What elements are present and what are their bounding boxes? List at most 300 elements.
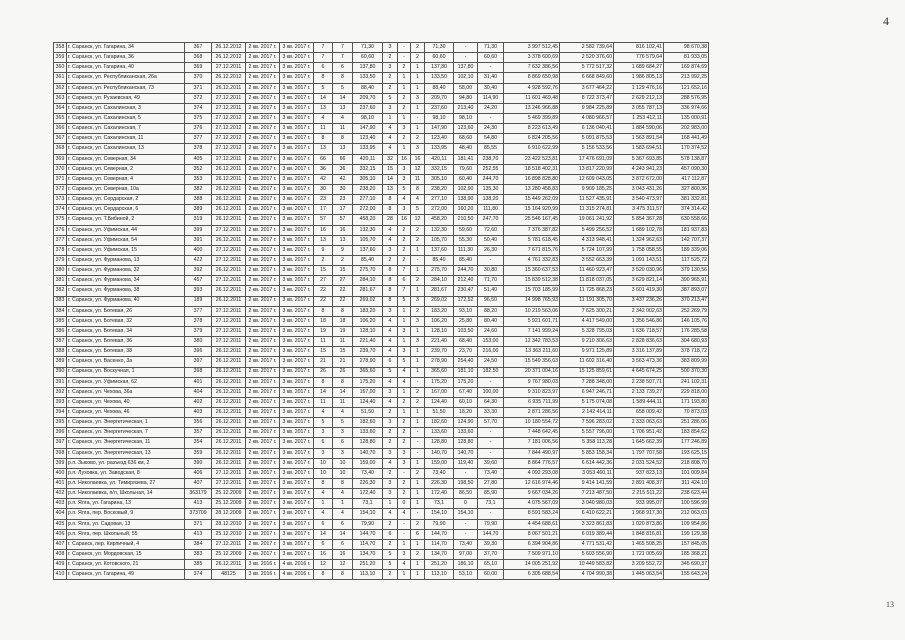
document-number-cell: 368 xyxy=(185,53,212,63)
region-cost-cell: 1 583 694,51 xyxy=(614,144,664,154)
area-relocated-cell: 175,20 xyxy=(425,377,454,387)
document-date-cell: 26.12.2011 xyxy=(212,387,246,397)
fund-cost-cell: 2 142 414,11 xyxy=(560,408,614,418)
address-cell: г. Саранск, ул. Рузаевская, 49 xyxy=(67,93,185,103)
total-cost-cell: 13 246 966,88 xyxy=(504,103,560,113)
residents-relocated-cell: 17 xyxy=(333,205,353,215)
planned-start-cell: 2 кв. 2017 г. xyxy=(246,458,280,468)
planned-end-cell: 4 кв. 2016 г. xyxy=(280,570,314,580)
area-private-cell: 254,40 xyxy=(454,357,478,367)
region-cost-cell: 933 995,07 xyxy=(614,499,664,509)
address-cell: г. Саранск, ул. Республиканская, 73 xyxy=(67,83,185,93)
rooms-municipal-cell: 1 xyxy=(411,418,425,428)
total-area-cell: 365,60 xyxy=(353,367,383,377)
planned-start-cell: 2 кв. 2017 г. xyxy=(246,337,280,347)
area-municipal-cell: 50,40 xyxy=(478,235,504,245)
document-number-cell: 363179 xyxy=(185,489,212,499)
address-cell: г. Саранск, ул. Фурманова, 13 xyxy=(67,255,185,265)
side-margin-mark: 13 xyxy=(886,600,894,609)
residents-relocated-cell: 13 xyxy=(333,103,353,113)
address-cell: г. Саранск, ул. Сахалинская, 13 xyxy=(67,144,185,154)
region-cost-cell: 3 209 552,72 xyxy=(614,560,664,570)
area-private-cell: 210,50 xyxy=(454,215,478,225)
residents-cell: 7 xyxy=(314,53,333,63)
document-number-cell: 402 xyxy=(185,397,212,407)
residents-cell: 4 xyxy=(314,489,333,499)
address-cell: г. Саранск, ул. Ботевая, 36 xyxy=(67,337,185,347)
region-cost-cell: 1 645 662,39 xyxy=(614,438,664,448)
rooms-municipal-cell: - xyxy=(411,509,425,519)
municipal-cost-cell: 199 129,38 xyxy=(664,529,709,539)
rooms-owned-cell: 4 xyxy=(398,195,411,205)
row-number-cell: 379 xyxy=(54,255,67,265)
table-row xyxy=(54,570,709,580)
rooms-total-cell: 28 xyxy=(383,215,398,225)
fund-cost-cell: 3 053 460,11 xyxy=(560,468,614,478)
address-cell: г. Саранск, ул. Чехова, 40 xyxy=(67,397,185,407)
table-row xyxy=(54,63,709,73)
total-cost-cell: 15 164 920,99 xyxy=(504,205,560,215)
total-area-cell: 159,00 xyxy=(353,458,383,468)
area-private-cell: 119,40 xyxy=(454,458,478,468)
rooms-municipal-cell: 12 xyxy=(411,164,425,174)
total-area-cell: 106,20 xyxy=(353,316,383,326)
residents-relocated-cell: 19 xyxy=(333,326,353,336)
fund-cost-cell: 5 557 796,00 xyxy=(560,428,614,438)
area-private-cell: - xyxy=(454,529,478,539)
area-municipal-cell: 64,30 xyxy=(478,397,504,407)
area-relocated-cell: 132,30 xyxy=(425,225,454,235)
document-date-cell: 27.12.2011 xyxy=(212,306,246,316)
municipal-cost-cell: 121 652,16 xyxy=(664,83,709,93)
rooms-owned-cell: 2 xyxy=(398,418,411,428)
area-relocated-cell: 147,90 xyxy=(425,124,454,134)
total-area-cell: 124,40 xyxy=(353,397,383,407)
total-cost-cell: 25 546 167,45 xyxy=(504,215,560,225)
municipal-cost-cell: 170 374,52 xyxy=(664,144,709,154)
planned-start-cell: 2 кв. 2017 г. xyxy=(246,266,280,276)
rooms-owned-cell: 16 xyxy=(398,154,411,164)
table-row xyxy=(54,539,709,549)
planned-start-cell: 2 кв. 2017 г. xyxy=(246,529,280,539)
row-number-cell: 398 xyxy=(54,448,67,458)
address-cell: г. Саранск, ул. Фурманова, 34 xyxy=(67,276,185,286)
document-date-cell: 27.12.2011 xyxy=(212,468,246,478)
planned-end-cell: 3 кв. 2017 г. xyxy=(280,316,314,326)
area-municipal-cell: 85,55 xyxy=(478,144,504,154)
rooms-total-cell: 3 xyxy=(383,448,398,458)
region-cost-cell: 1 636 718,57 xyxy=(614,326,664,336)
row-number-cell: 374 xyxy=(54,205,67,215)
table-row xyxy=(54,255,709,265)
rooms-owned-cell: 1 xyxy=(398,337,411,347)
address-cell: г. Саранск, ул. Сахалинская, 5 xyxy=(67,113,185,123)
total-cost-cell: 15 703 185,99 xyxy=(504,286,560,296)
document-date-cell: 26.12.2012 xyxy=(212,73,246,83)
region-cost-cell: 3 475 311,57 xyxy=(614,205,664,215)
address-cell: г. Саранск, ул. Уфимская, 54 xyxy=(67,235,185,245)
total-area-cell: 458,20 xyxy=(353,215,383,225)
rooms-municipal-cell: - xyxy=(411,448,425,458)
rooms-owned-cell: 4 xyxy=(398,509,411,519)
area-municipal-cell: 30,80 xyxy=(478,266,504,276)
address-cell: г. Саранск, ул. Васенко, 3а xyxy=(67,357,185,367)
municipal-cost-cell: 417 112,87 xyxy=(664,174,709,184)
rooms-municipal-cell: 2 xyxy=(411,53,425,63)
residents-cell: 57 xyxy=(314,215,333,225)
rooms-total-cell: 3 xyxy=(383,63,398,73)
area-private-cell: 86,50 xyxy=(454,489,478,499)
residents-cell: 8 xyxy=(314,570,333,580)
row-number-cell: 395 xyxy=(54,418,67,428)
row-number-cell: 406 xyxy=(54,529,67,539)
table-row xyxy=(54,448,709,458)
table-row xyxy=(54,93,709,103)
fund-cost-cell: 9 909 185,25 xyxy=(560,184,614,194)
address-cell: г. Саранск, ул. Сердарская, 2 xyxy=(67,195,185,205)
row-number-cell: 388 xyxy=(54,347,67,357)
residents-relocated-cell: 8 xyxy=(333,570,353,580)
rooms-municipal-cell: 1 xyxy=(411,560,425,570)
residents-relocated-cell: 12 xyxy=(333,560,353,570)
planned-end-cell: 3 кв. 2017 г. xyxy=(280,337,314,347)
area-municipal-cell: 114,90 xyxy=(478,93,504,103)
row-number-cell: 397 xyxy=(54,438,67,448)
planned-end-cell: 3 кв. 2017 г. xyxy=(280,53,314,63)
fund-cost-cell: 3 040 980,03 xyxy=(560,499,614,509)
rooms-municipal-cell: 3 xyxy=(411,296,425,306)
table-row xyxy=(54,286,709,296)
planned-start-cell: 3 кв. 2016 г. xyxy=(246,570,280,580)
rooms-total-cell: 5 xyxy=(383,560,398,570)
table-row xyxy=(54,144,709,154)
row-number-cell: 367 xyxy=(54,134,67,144)
rooms-owned-cell: 1 xyxy=(398,408,411,418)
planned-end-cell: 3 кв. 2017 г. xyxy=(280,43,314,53)
table-row xyxy=(54,184,709,194)
planned-start-cell: 2 кв. 2017 г. xyxy=(246,387,280,397)
table-row xyxy=(54,519,709,529)
area-relocated-cell: 272,00 xyxy=(425,205,454,215)
fund-cost-cell: 11 818 037,05 xyxy=(560,276,614,286)
row-number-cell: 392 xyxy=(54,387,67,397)
residents-relocated-cell: 4 xyxy=(333,489,353,499)
rooms-owned-cell: 2 xyxy=(398,489,411,499)
municipal-cost-cell: 229 818,00 xyxy=(664,387,709,397)
area-private-cell: 123,60 xyxy=(454,124,478,134)
rooms-municipal-cell: - xyxy=(411,428,425,438)
planned-end-cell: 3 кв. 2017 г. xyxy=(280,154,314,164)
area-municipal-cell: 60,60 xyxy=(478,53,504,63)
area-municipal-cell: 73,40 xyxy=(478,468,504,478)
fund-cost-cell: 13 817 220,99 xyxy=(560,164,614,174)
document-number-cell: 399 xyxy=(185,225,212,235)
rooms-total-cell: 4 xyxy=(383,134,398,144)
document-date-cell: 27.12.2011 xyxy=(212,103,246,113)
address-cell: г. Саранск, ул. Энергетическая, 13 xyxy=(67,448,185,458)
row-number-cell: 371 xyxy=(54,174,67,184)
residents-cell: 14 xyxy=(314,529,333,539)
row-number-cell: 365 xyxy=(54,113,67,123)
total-cost-cell: 5 781 618,45 xyxy=(504,235,560,245)
area-municipal-cell: 244,70 xyxy=(478,174,504,184)
residents-cell: 66 xyxy=(314,154,333,164)
area-private-cell: 102,90 xyxy=(454,184,478,194)
area-private-cell: 154,10 xyxy=(454,509,478,519)
area-relocated-cell: 172,40 xyxy=(425,489,454,499)
area-relocated-cell: 88,40 xyxy=(425,83,454,93)
residents-relocated-cell: 4 xyxy=(333,509,353,519)
fund-cost-cell: 4 417 549,00 xyxy=(560,316,614,326)
residents-cell: 30 xyxy=(314,184,333,194)
total-cost-cell: 6 824 205,56 xyxy=(504,134,560,144)
fund-cost-cell: 4 704 990,38 xyxy=(560,570,614,580)
planned-end-cell: 3 кв. 2017 г. xyxy=(280,529,314,539)
municipal-cost-cell: 345 690,37 xyxy=(664,560,709,570)
residents-relocated-cell: 7 xyxy=(333,53,353,63)
rooms-municipal-cell: 1 xyxy=(411,124,425,134)
rooms-owned-cell: 0 xyxy=(398,499,411,509)
region-cost-cell: 1 721 005,69 xyxy=(614,550,664,560)
total-cost-cell: 12 616 974,46 xyxy=(504,479,560,489)
rooms-owned-cell: 4 xyxy=(398,560,411,570)
row-number-cell: 409 xyxy=(54,560,67,570)
planned-start-cell: 2 кв. 2017 г. xyxy=(246,174,280,184)
area-municipal-cell: - xyxy=(478,448,504,458)
document-date-cell: 27.12.2011 xyxy=(212,245,246,255)
document-date-cell: 26.12.2011 xyxy=(212,408,246,418)
municipal-cost-cell: 155 643,24 xyxy=(664,570,709,580)
rooms-municipal-cell: 1 xyxy=(411,73,425,83)
municipal-cost-cell: 193 625,15 xyxy=(664,448,709,458)
document-number-cell: 377 xyxy=(185,306,212,316)
address-cell: р.п. Николаевка, п/л, Школьная, 14 xyxy=(67,489,185,499)
total-cost-cell: 2 871 286,56 xyxy=(504,408,560,418)
region-cost-cell: 5 854 367,28 xyxy=(614,215,664,225)
total-cost-cell: 10 219 563,06 xyxy=(504,306,560,316)
region-cost-cell: 2 215 511,22 xyxy=(614,489,664,499)
area-municipal-cell: 30,40 xyxy=(478,83,504,93)
planned-start-cell: 2 кв. 2017 г. xyxy=(246,195,280,205)
document-date-cell: 26.12.2012 xyxy=(212,43,246,53)
region-cost-cell: 3 629 821,14 xyxy=(614,276,664,286)
planned-end-cell: 3 кв. 2017 г. xyxy=(280,499,314,509)
rooms-owned-cell: 5 xyxy=(398,184,411,194)
residents-cell: 15 xyxy=(314,266,333,276)
address-cell: р.п. Ялга, пер. Восковый, 9 xyxy=(67,509,185,519)
planned-start-cell: 2 кв. 2017 г. xyxy=(246,245,280,255)
document-date-cell: 26.12.2011 xyxy=(212,428,246,438)
total-cost-cell: 9 767 980,03 xyxy=(504,377,560,387)
document-date-cell: 27.12.2011 xyxy=(212,316,246,326)
document-date-cell: 27.12.2011 xyxy=(212,225,246,235)
planned-end-cell: 3 кв. 2017 г. xyxy=(280,93,314,103)
municipal-cost-cell: 336 974,66 xyxy=(664,103,709,113)
residents-cell: 6 xyxy=(314,519,333,529)
row-number-cell: 364 xyxy=(54,103,67,113)
area-relocated-cell: 365,60 xyxy=(425,367,454,377)
planned-end-cell: 3 кв. 2017 г. xyxy=(280,509,314,519)
residents-relocated-cell: 10 xyxy=(333,468,353,478)
planned-start-cell: 3 кв. 2016 г. xyxy=(246,560,280,570)
rooms-total-cell: 1 xyxy=(383,499,398,509)
document-number-cell: 189 xyxy=(185,296,212,306)
municipal-cost-cell: 374 314,42 xyxy=(664,205,709,215)
planned-end-cell: 3 кв. 2017 г. xyxy=(280,539,314,549)
rooms-municipal-cell: 3 xyxy=(411,93,425,103)
area-relocated-cell: 237,60 xyxy=(425,103,454,113)
rooms-municipal-cell: 2 xyxy=(411,235,425,245)
area-private-cell: 97,00 xyxy=(454,550,478,560)
area-private-cell: - xyxy=(454,519,478,529)
total-area-cell: 128,10 xyxy=(353,326,383,336)
document-date-cell: 26.12.2011 xyxy=(212,438,246,448)
address-cell: г. Саранск, ул. Уфимская, 15 xyxy=(67,245,185,255)
residents-cell: 10 xyxy=(314,458,333,468)
area-relocated-cell: 140,70 xyxy=(425,448,454,458)
rooms-total-cell: 4 xyxy=(383,347,398,357)
total-cost-cell: 6 910 622,99 xyxy=(504,144,560,154)
municipal-cost-cell: 109 954,86 xyxy=(664,519,709,529)
row-number-cell: 394 xyxy=(54,408,67,418)
area-municipal-cell: 80,40 xyxy=(478,316,504,326)
area-municipal-cell: - xyxy=(478,509,504,519)
rooms-owned-cell: - xyxy=(398,53,411,63)
address-cell: г. Саранск, ул. Уфимская, 62 xyxy=(67,377,185,387)
row-number-cell: 384 xyxy=(54,306,67,316)
address-cell: г. Саранск, ул. Северная, 2 xyxy=(67,164,185,174)
area-municipal-cell: 238,70 xyxy=(478,154,504,164)
total-area-cell: 60,60 xyxy=(353,53,383,63)
residents-cell: 15 xyxy=(314,347,333,357)
residents-cell: 4 xyxy=(314,113,333,123)
region-cost-cell: 1 589 444,11 xyxy=(614,397,664,407)
document-date-cell: 26.12.2011 xyxy=(212,286,246,296)
residents-relocated-cell: 4 xyxy=(333,408,353,418)
fund-cost-cell: 8 722 373,47 xyxy=(560,93,614,103)
row-number-cell: 396 xyxy=(54,428,67,438)
total-area-cell: 144,70 xyxy=(353,529,383,539)
area-municipal-cell: 60,00 xyxy=(478,570,504,580)
region-cost-cell: 1 445 063,54 xyxy=(614,570,664,580)
table-row xyxy=(54,235,709,245)
residents-relocated-cell: 8 xyxy=(333,134,353,144)
planned-end-cell: 3 кв. 2017 г. xyxy=(280,296,314,306)
planned-start-cell: 2 кв. 2017 г. xyxy=(246,418,280,428)
planned-end-cell: 3 кв. 2017 г. xyxy=(280,326,314,336)
area-municipal-cell: 27,80 xyxy=(478,479,504,489)
table-row xyxy=(54,337,709,347)
total-cost-cell: 13 280 458,83 xyxy=(504,184,560,194)
total-area-cell: 332,15 xyxy=(353,164,383,174)
rooms-municipal-cell: 3 xyxy=(411,337,425,347)
total-area-cell: 98,10 xyxy=(353,113,383,123)
area-private-cell: 94,80 xyxy=(454,93,478,103)
total-area-cell: 132,30 xyxy=(353,225,383,235)
address-cell: р.п. Зыково, ул. разъезд 636 км, 2 xyxy=(67,458,185,468)
area-relocated-cell: 277,10 xyxy=(425,195,454,205)
rooms-owned-cell: 2 xyxy=(398,397,411,407)
total-area-cell: 182,60 xyxy=(353,418,383,428)
total-cost-cell: 7 376 387,82 xyxy=(504,225,560,235)
rooms-owned-cell: 4 xyxy=(398,377,411,387)
document-number-cell: 376 xyxy=(185,124,212,134)
total-cost-cell: 7 632 386,56 xyxy=(504,63,560,73)
residents-cell: 6 xyxy=(314,438,333,448)
area-private-cell: 124,90 xyxy=(454,418,478,428)
total-cost-cell: 3 378 600,69 xyxy=(504,53,560,63)
rooms-owned-cell: 1 xyxy=(398,539,411,549)
rooms-owned-cell: 2 xyxy=(398,245,411,255)
planned-start-cell: 2 кв. 2017 г. xyxy=(246,550,280,560)
fund-cost-cell: 9 984 225,89 xyxy=(560,103,614,113)
rooms-total-cell: 4 xyxy=(383,144,398,154)
residents-cell: 17 xyxy=(314,205,333,215)
row-number-cell: 369 xyxy=(54,154,67,164)
residents-relocated-cell: 7 xyxy=(333,43,353,53)
rooms-total-cell: 5 xyxy=(383,367,398,377)
area-municipal-cell: 144,70 xyxy=(478,529,504,539)
planned-start-cell: 2 кв. 2017 г. xyxy=(246,124,280,134)
residents-relocated-cell: 2 xyxy=(333,255,353,265)
fund-cost-cell: 10 449 583,82 xyxy=(560,560,614,570)
row-number-cell: 382 xyxy=(54,286,67,296)
rooms-owned-cell: 3 xyxy=(398,326,411,336)
rooms-total-cell: 3 xyxy=(383,479,398,489)
area-municipal-cell: 138,20 xyxy=(478,195,504,205)
municipal-cost-cell: 142 707,37 xyxy=(664,235,709,245)
rooms-total-cell: 2 xyxy=(383,570,398,580)
row-number-cell: 405 xyxy=(54,519,67,529)
area-relocated-cell: 183,20 xyxy=(425,306,454,316)
planned-end-cell: 3 кв. 2017 г. xyxy=(280,357,314,367)
rooms-owned-cell: 3 xyxy=(398,205,411,215)
total-cost-cell: 15 360 637,53 xyxy=(504,266,560,276)
table-row xyxy=(54,245,709,255)
rooms-total-cell: 2 xyxy=(383,408,398,418)
rooms-total-cell: 8 xyxy=(383,205,398,215)
municipal-cost-cell: 171 193,80 xyxy=(664,397,709,407)
area-private-cell: 140,70 xyxy=(454,448,478,458)
rooms-municipal-cell: - xyxy=(411,438,425,448)
area-relocated-cell: 167,00 xyxy=(425,387,454,397)
planned-start-cell: 2 кв. 2017 г. xyxy=(246,367,280,377)
table-row xyxy=(54,316,709,326)
address-cell: г. Саранск, ул. Северная, 34 xyxy=(67,154,185,164)
table-row xyxy=(54,509,709,519)
fund-cost-cell: 9 971 125,89 xyxy=(560,347,614,357)
row-number-cell: 389 xyxy=(54,357,67,367)
total-area-cell: 183,20 xyxy=(353,306,383,316)
area-municipal-cell: 26,30 xyxy=(478,245,504,255)
area-private-cell: 53,10 xyxy=(454,570,478,580)
residents-relocated-cell: 5 xyxy=(333,418,353,428)
rooms-municipal-cell: 1 xyxy=(411,286,425,296)
total-area-cell: 123,40 xyxy=(353,134,383,144)
municipal-cost-cell: 630 558,66 xyxy=(664,215,709,225)
rooms-total-cell: 3 xyxy=(383,103,398,113)
address-cell: г. Саранск, ул. Воскучная, 1 xyxy=(67,367,185,377)
total-cost-cell: 15 839 512,38 xyxy=(504,276,560,286)
residents-cell: 5 xyxy=(314,83,333,93)
rooms-municipal-cell: 12 xyxy=(411,215,425,225)
total-cost-cell: 8 067 501,21 xyxy=(504,529,560,539)
table-row xyxy=(54,195,709,205)
region-cost-cell: 1 689 102,78 xyxy=(614,225,664,235)
table-row xyxy=(54,296,709,306)
rooms-owned-cell: 7 xyxy=(398,286,411,296)
total-cost-cell: 15 549 356,63 xyxy=(504,357,560,367)
